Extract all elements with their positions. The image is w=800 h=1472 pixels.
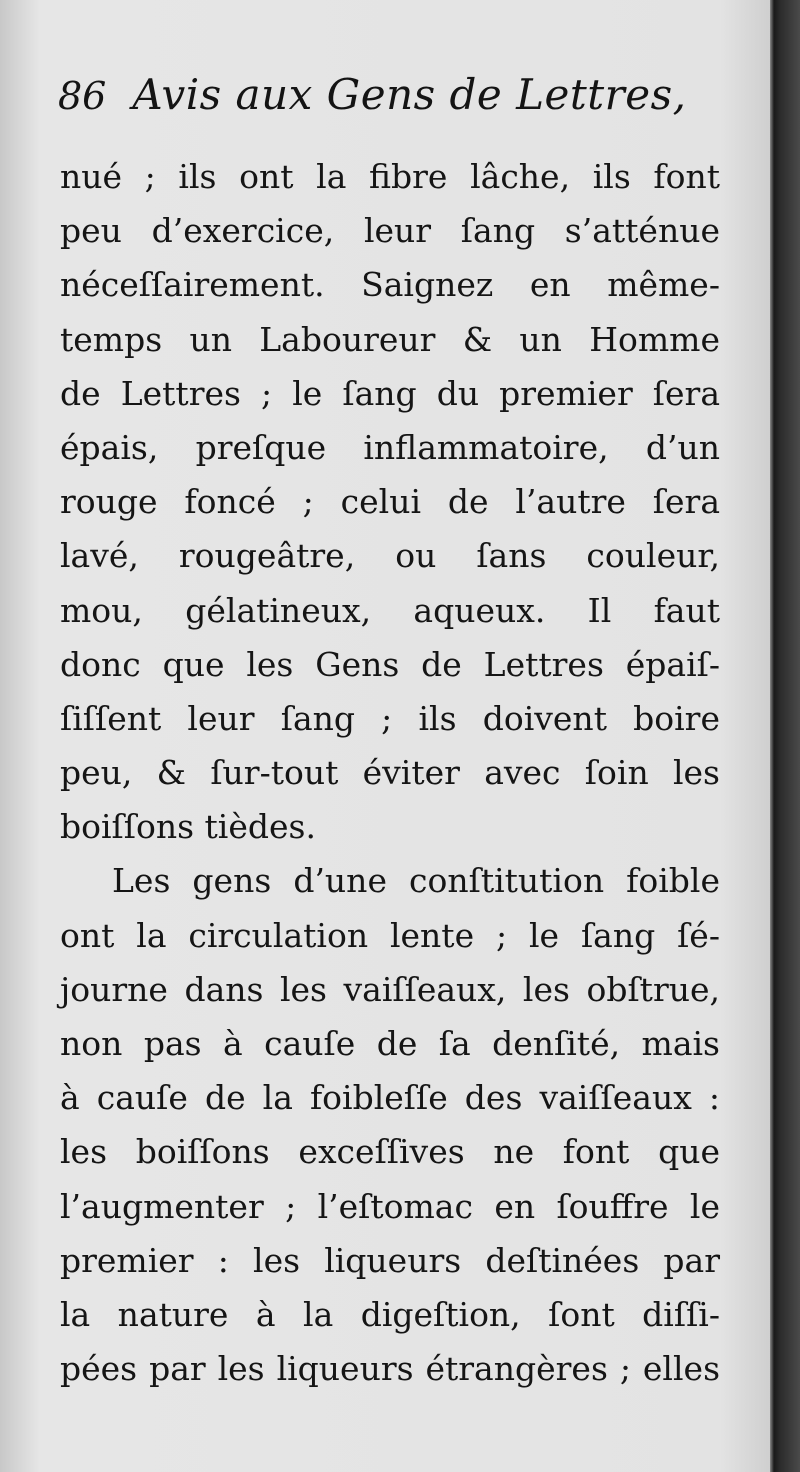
text-line: épais, preſque inflammatoire, d’un (60, 427, 720, 467)
text-line: néceſſairement. Saignez en même- (60, 265, 720, 305)
text-line: pées par les liqueurs étrangères ; elles (60, 1349, 720, 1389)
body-text (60, 150, 720, 1396)
text-line: rouge foncé ; celui de l’autre ſera (60, 482, 720, 522)
text-line: lavé, rougeâtre, ou ſans couleur, (60, 536, 720, 576)
text-line: peu, & ſur-tout éviter avec ſoin les (60, 753, 720, 793)
running-head: Avis aux Gens de Lettres, (132, 70, 687, 119)
text-line: premier : les liqueurs deſtinées par (60, 1240, 720, 1280)
text-line: nué ; ils ont la fibre lâche, ils font (60, 157, 720, 196)
text-line: à cauſe de la foibleſſe des vaiſſeaux : (60, 1078, 720, 1118)
text-line: mou, gélatineux, aqueux. Il faut (60, 590, 720, 630)
page-gutter-shadow (770, 0, 800, 1472)
text-line: temps un Laboureur & un Homme (60, 319, 720, 359)
text-line: de Lettres ; le ſang du premier ſera (60, 373, 720, 413)
text-line: donc que les Gens de Lettres épaiſ- (60, 644, 720, 684)
page-header (58, 70, 686, 130)
text-line: peu d’exercice, leur ſang s’atténue (60, 211, 720, 251)
text-line: les boiſſons exceſſives ne font que (60, 1132, 720, 1172)
text-line: Les gens d’une conſtitution foible (112, 861, 720, 901)
text-line: ſiſſent leur ſang ; ils doivent boire (60, 698, 720, 738)
text-line: non pas à cauſe de ſa denſité, mais (60, 1024, 720, 1063)
text-line: l’augmenter ; l’eſtomac en ſouffre le (60, 1186, 720, 1226)
paragraph-2 (60, 854, 720, 1396)
text-line: la nature à la digeſtion, ſont diſſi- (60, 1294, 720, 1334)
paragraph-1 (60, 150, 720, 854)
text-line: ont la circulation lente ; le ſang ſé- (60, 915, 720, 955)
text-line: journe dans les vaiſſeaux, les obſtrue, (60, 969, 720, 1009)
text-line: boiſſons tièdes. (60, 807, 316, 847)
page-number: 86 (58, 74, 107, 118)
